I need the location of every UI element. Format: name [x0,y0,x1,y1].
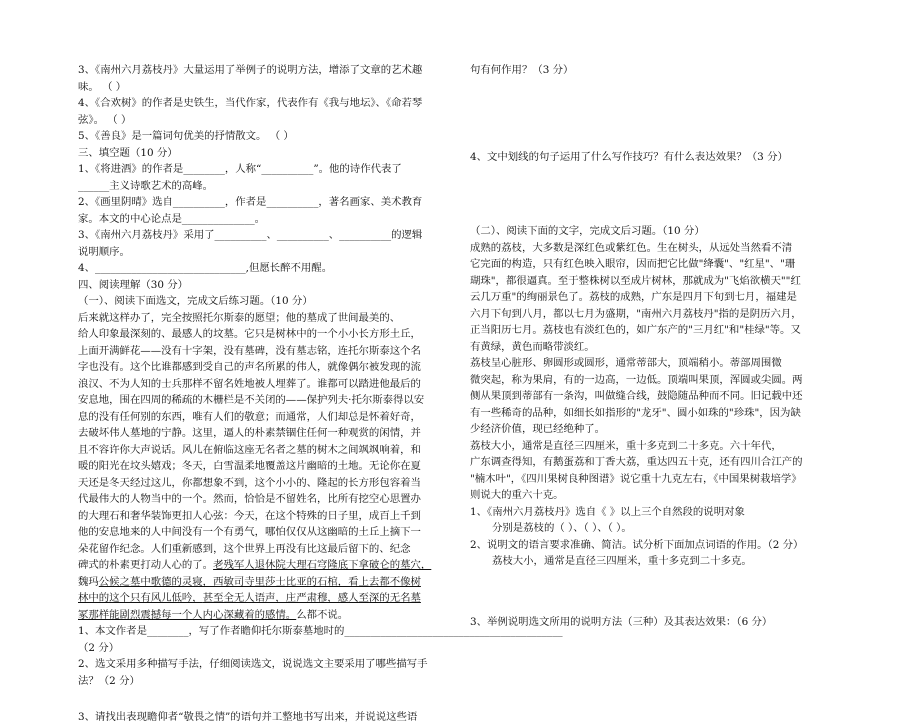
right-column [470,62,850,630]
passage-line: 上面开满鲜花——没有十字架，没有墓碑，没有墓志铭，连托尔斯泰这个名 [78,344,421,357]
passage-line: 微突起，称为果肩，有的一边高，一边低。顶端叫果顶，浑圆或尖圆。两 [470,373,803,386]
passage-line: 且不容许你大声说话。风儿在俯临这座无名者之墓的树木之间飒飒响着，和 [78,443,421,456]
quoted-sentence [470,553,850,570]
question-line: 3、请找出表现瞻仰者“敬畏之情”的语句并工整地书写出来，并说说这些语 [78,711,418,723]
passage-line [78,574,450,591]
fill-blank-line: ______主义诗歌艺术的高峰。 [78,179,214,192]
question-line: 句有何作用？（3 分） [470,64,574,76]
passage-line: 它完面的构造，只有红色映入眼帘，因而把它比做"绛囊"、"红星"、"珊 [470,258,796,270]
passage-line: 安息地，围在四周的稀疏的木栅栏是不关闭的——保护列夫·托尔斯泰得以安 [78,394,425,406]
passage-line: 息的没有任何别的东西，唯有人们的敬意；而通常，人们却总是怀着好奇， [78,410,421,423]
passage-line [78,607,450,624]
answer-space[interactable] [470,165,850,223]
fill-blank-line: 1、《将进酒》的作者是________，人称“__________”。他的诗作代表了 [78,163,402,175]
passage-line: 去破坏伟人墓地的宁静。这里，逼人的朴素禁锢住任何一种观赏的闲情，并 [78,427,421,439]
underlined-sentence: 冢那样能剧烈震撼每一个人内心深藏着的感情。 [78,608,297,621]
quote-text: 荔枝大小，通常是直径三四厘米，重十多克到二十多克。 [492,555,752,567]
passage-line: 荔枝呈心脏形、卵圆形或圆形，通常蒂部大，顶端稍小。蒂部周围微 [470,357,782,369]
passage-line: "楠木叶"，《四川果树良种图谱》说它重十九克左右，《中国果树栽培学》 [470,472,802,485]
passage-line: 天还是冬天经过这儿，你都想象不到，这个小小的、隆起的长方形包容着当 [78,476,421,489]
passage-line: 成熟的荔枝，大多数是深红色或紫红色。生在树头，从远处当然看不清 [470,241,793,254]
passage-line: 广东调查得知，有鹅蛋荔和丁香大荔，重达四五十克，还有四川合江产的 [470,456,803,468]
passage-line: 朵花留作纪念。人们重新感到，这个世界上再没有比这最后留下的、纪念 [78,542,411,555]
passage-line: 侧从果顶到蒂部有一条沟，叫做缝合线，鼓隐随品种而不同。旧记载中还 [470,390,803,402]
fill-blank-line: 家。本文的中心论点是______________。 [78,212,266,225]
underlined-sentence: 甚至全无人语声，庄严肃穆，感人至深的无名墓 [202,592,421,604]
question-line: 味。 （ ） [78,80,127,93]
question-line: 1、《南州六月荔枝丹》选自《 》以上三个自然段的说明对象 [470,505,745,518]
section-heading: 四、阅读理解（30 分） [78,278,189,291]
passage-line: 六月下旬到八月，都以七月为盛期，"南州六月荔枝丹"指的是阴历六月， [470,307,802,320]
question-text: 1、本文作者是________，写了作者瞻仰托尔斯泰墓地时的 [78,625,345,637]
passage-line: 少经济价值，现已经绝种了。 [470,423,606,435]
fill-blank-line: 说明顺序。 [78,245,130,258]
passage-line: 代最伟大的人物当中的一个。然而，恰恰是不留姓名，比所有挖空心思置办 [78,493,421,505]
answer-space[interactable] [78,689,450,709]
question-line: 4、文中划线的句子运用了什么写作技巧？有什么表达效果？（3 分） [470,150,788,163]
passage-line: 浪汉、不为人知的士兵那样不留名姓地被人埋葬了。谁都可以踏进他最后的 [78,377,421,390]
question-line: 3、《南州六月荔枝丹》大量运用了举例子的说明方法，增添了文章的艺术趣 [78,64,423,76]
answer-space[interactable] [470,570,850,614]
passage-line: 他的安息地来的人中间没有一个有勇气，哪怕仅仅从这幽暗的土丘上摘下一 [78,526,421,538]
answer-blank[interactable]: __________________________________________ [344,625,563,637]
passage-line [78,590,450,607]
question-line: （2 分） [78,641,120,654]
question-line: 2、选文采用多种描写手法，仔细阅读选文，说说选文主要采用了哪些描写手 [78,658,428,670]
passage-line: 暖的阳光在坟头嬉戏；冬天，白雪温柔地覆盖这片幽暗的土地。无论你在夏 [78,460,421,472]
fill-blank-line: 4、_____________________________,但愿长醉不用醒。 [78,262,333,274]
question-line: 5、《善良》是一篇词句优美的抒情散文。 （ ） [78,130,294,142]
passage-text: 魏玛 [78,575,99,588]
question-line: 3、举例说明选文所用的说明方法（三种）及其表达效果：（6 分） [470,615,773,628]
section-heading: 三、填空题（10 分） [78,146,178,159]
passage-line: 有一些稀奇的品种，如细长如指形的"龙牙"、圆小如珠的"珍珠"，因为缺 [470,406,801,419]
question-line: 2、说明文的语言要求准确、简洁。试分析下面加点词语的作用。（2 分） [470,538,804,551]
question-line: 法？（2 分） [78,674,140,687]
underlined-sentence: 林中的这个只有风儿低吟， [78,592,203,604]
passage-line: 字也没有。这个比谁都感到受自己的声名所累的伟人，就像偶尔被发现的流 [78,361,421,373]
underlined-sentence: 老残军人退休院大理石穹隆底下拿破仑的墓穴， [213,559,432,571]
question-line [78,623,563,640]
answer-space[interactable] [470,79,850,149]
passage-text: 碑式的朴素更打动人心的了。 [78,559,214,571]
passage-line: 正当阳历七月。荔枝也有淡红色的，如广东产的"三月红"和"桂绿"等。又 [470,324,801,336]
question-line: 弦》。 （ ） [78,113,132,126]
passage-text: 么都不说。 [296,608,349,621]
fill-blank-line: 3、《南州六月荔枝丹》采用了__________、__________、__________的逻辑 [78,229,423,241]
passage-line: 后来就这样办了，完全按照托尔斯泰的愿望；他的墓成了世间最美的、 [78,311,401,324]
passage-line: 给人印象最深刻的、最感人的坟墓。它只是树林中的一个小小长方形土丘， [78,328,421,340]
question-line: 4、《合欢树》的作者是史铁生，当代作家，代表作有《我与地坛》、《命若琴 [78,97,423,109]
underlined-sentence: 公候之墓中歌德的灵寝，西敏司寺里莎士比亚的石棺，看上去都不像树 [98,575,421,588]
subsection-heading: （一）、阅读下面选文，完成文后练习题。（10 分） [78,295,313,307]
question-line: 分别是荔枝的（ ）、（ ）、（ ）。 [492,522,632,534]
passage-line: 荔枝大小，通常是直径三四厘米，重十多克到二十多克。六十年代， [470,439,782,452]
passage-line: 有黄绿，黄色而略带淡红。 [470,340,595,353]
fill-blank-line: 2、《画里阴晴》选自__________，作者是__________，著名画家、美术教育 [78,196,423,208]
passage-line: 云几万重"的绚丽景色了。荔枝的成熟，广东是四月下旬到七月，福建是 [470,291,797,303]
passage-line [78,557,450,574]
passage-line: 瑚珠"，都很逼真。至于整株树以至成片树林，那就成为"飞焰欲横天""红 [470,274,801,287]
subsection-heading: （二）、阅读下面的文字，完成文后习题。（10 分） [470,225,705,237]
passage-line: 的大理石和奢华装饰更扣人心弦：今天，在这个特殊的日子里，成百上千到 [78,509,421,522]
passage-line: 则说大的重六十克。 [470,489,564,501]
